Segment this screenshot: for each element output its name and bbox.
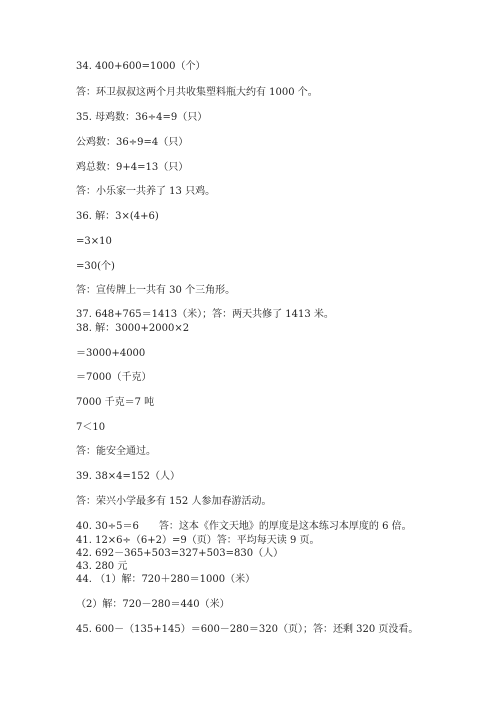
answer-40: 40. 30÷5＝6 答：这本《作文天地》的厚度是这本练习本厚度的 6 倍。 <box>76 521 412 532</box>
answer-35-hens: 35. 母鸡数：36÷4=9（只） <box>76 112 208 123</box>
answer-43: 43. 280 元 <box>76 561 128 572</box>
answer-35-roosters: 公鸡数：36÷9=4（只） <box>76 137 189 148</box>
answer-39-conclusion: 答：荣兴小学最多有 152 人参加春游活动。 <box>76 496 272 507</box>
answer-38-step-4: 7000 千克＝7 吨 <box>76 397 155 408</box>
answer-38-step-1: 38. 解：3000+2000×2 <box>76 323 190 334</box>
answer-38-step-3: ＝7000（千克） <box>76 372 152 383</box>
answer-38-step-2: ＝3000+4000 <box>76 348 146 359</box>
answer-36-conclusion: 答：宣传牌上一共有 30 个三角形。 <box>76 285 236 296</box>
answer-39-equation: 39. 38×4=152（人） <box>76 471 181 482</box>
answer-36-step-2: =3×10 <box>76 236 112 247</box>
answer-41: 41. 12×6÷（6+2）=9（页）答：平均每天读 9 页。 <box>76 535 320 546</box>
answer-37: 37. 648+765＝1413（米）；答：两天共修了 1413 米。 <box>76 309 334 320</box>
answer-44-part-1: 44. （1）解：720＋280＝1000（米） <box>76 574 256 585</box>
answer-36-step-1: 36. 解：3×(4+6) <box>76 211 159 222</box>
answer-44-part-2: （2）解：720－280＝440（米） <box>76 599 230 610</box>
answer-45: 45. 600－（135+145）＝600－280＝320（页）；答：还剩 320 页没看。 <box>76 624 419 635</box>
answer-34-conclusion: 答：环卫叔叔这两个月共收集塑料瓶大约有 1000 个。 <box>76 87 318 98</box>
answer-38-conclusion: 答：能安全通过。 <box>76 446 156 457</box>
answer-38-step-5: 7＜10 <box>76 422 106 433</box>
answer-35-conclusion: 答：小乐家一共养了 13 只鸡。 <box>76 186 216 197</box>
answer-34-equation: 34. 400+600=1000（个） <box>76 61 206 72</box>
answer-36-step-3: =30(个) <box>76 261 115 272</box>
answer-42: 42. 692－365+503=327+503=830（人） <box>76 548 284 559</box>
answer-35-total: 鸡总数：9+4=13（只） <box>76 162 189 173</box>
